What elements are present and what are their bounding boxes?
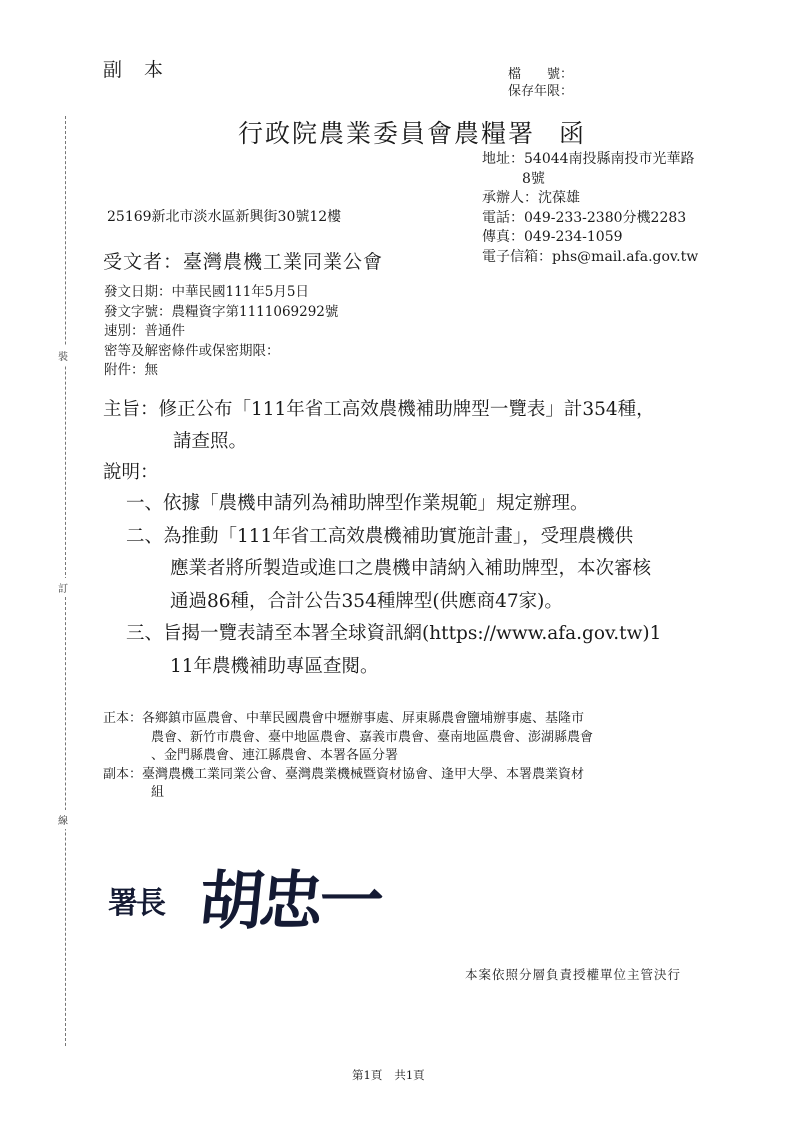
secrecy-level: 密等及解密條件或保密期限： [104, 342, 280, 359]
page-total: 共1頁 [394, 1068, 425, 1082]
binding-mark-xian: 線 [58, 810, 68, 829]
explanation-item-2: 二、為推動「111年省工高效農機補助實施計畫」，受理農機供 [126, 525, 634, 547]
issue-date: 發文日期：中華民國111年5月5日 [104, 284, 309, 300]
binding-mark-ding: 訂 [58, 578, 68, 597]
explanation-item-3-cont: 11年農機補助專區查閱。 [170, 655, 379, 677]
recipient: 受文者：臺灣農機工業同業公會 [103, 251, 384, 273]
binding-mark-zhuang: 裝 [58, 346, 68, 365]
phone: 電話：049-233-2380分機2283 [482, 209, 687, 226]
file-number: 檔 號： [508, 67, 574, 82]
explanation-item-2-cont: 通過86種，合計公告354種牌型(供應商47家)。 [170, 590, 563, 612]
page-number [352, 1067, 425, 1083]
copy-recipients: 副本：臺灣農機工業同業公會、臺灣農業機械暨資材協會、逢甲大學、本署農業資材 [103, 766, 585, 782]
explanation-item-3[interactable]: 三、旨揭一覽表請至本署全球資訊網(https://www.afa.gov.tw)1 [126, 623, 662, 644]
distribution-block [103, 710, 593, 803]
agency-name: 行政院農業委員會農糧署 [238, 119, 536, 148]
copy-mark: 副本 [103, 59, 186, 81]
email[interactable]: 電子信箱：phs@mail.afa.gov.tw [482, 248, 699, 265]
file-info [508, 66, 573, 100]
signature-title: 署長 [108, 886, 164, 921]
explanation-item-1: 一、依據「農機申請列為補助牌型作業規範」規定辦理。 [126, 493, 589, 514]
explanation-item-2-cont: 應業者將所製造或進口之農機申請納入補助牌型，本次審核 [170, 558, 652, 579]
original-recipients-cont: 、金門縣農會、連江縣農會、本署各區分署 [151, 748, 399, 763]
copy-recipients-cont: 組 [151, 785, 165, 800]
explanation-label: 說明： [103, 462, 159, 483]
page-current: 第1頁 [352, 1068, 383, 1082]
meta-block [104, 283, 338, 381]
document-number: 發文字號：農糧資字第1111069292號 [104, 303, 339, 320]
original-recipients-cont: 農會、新竹市農會、臺中地區農會、嘉義市農會、臺南地區農會、澎湖縣農會 [151, 729, 594, 745]
authority-note: 本案依照分層負責授權單位主管決行 [465, 967, 682, 982]
original-recipients: 正本：各鄉鎮市區農會、中華民國農會中壢辦事處、屏東縣農會鹽埔辦事處、基隆市 [103, 711, 585, 726]
document-kind: 函 [559, 119, 587, 148]
retention-period: 保存年限： [508, 84, 574, 99]
handler: 承辦人：沈葆雄 [482, 190, 580, 206]
contact-block [482, 150, 698, 267]
signature-name: 胡忠一 [195, 865, 384, 939]
document-title [238, 114, 586, 150]
subject-block [103, 394, 655, 458]
subject-line: 主旨：修正公布「111年省工高效農機補助牌型一覽表」計354種， [103, 399, 655, 420]
signature-stamp [100, 842, 460, 942]
subject-line-cont: 請查照。 [173, 431, 248, 452]
address-line: 地址：54044南投縣南投市光華路 [482, 151, 695, 167]
speed-class: 速別：普通件 [104, 323, 185, 339]
attachment: 附件：無 [104, 362, 158, 378]
explanation-items [126, 488, 661, 683]
recipient-address: 25169新北市淡水區新興街30號12樓 [107, 209, 342, 225]
address-line-cont: 8號 [522, 170, 545, 187]
fax: 傳真：049-234-1059 [482, 229, 623, 245]
